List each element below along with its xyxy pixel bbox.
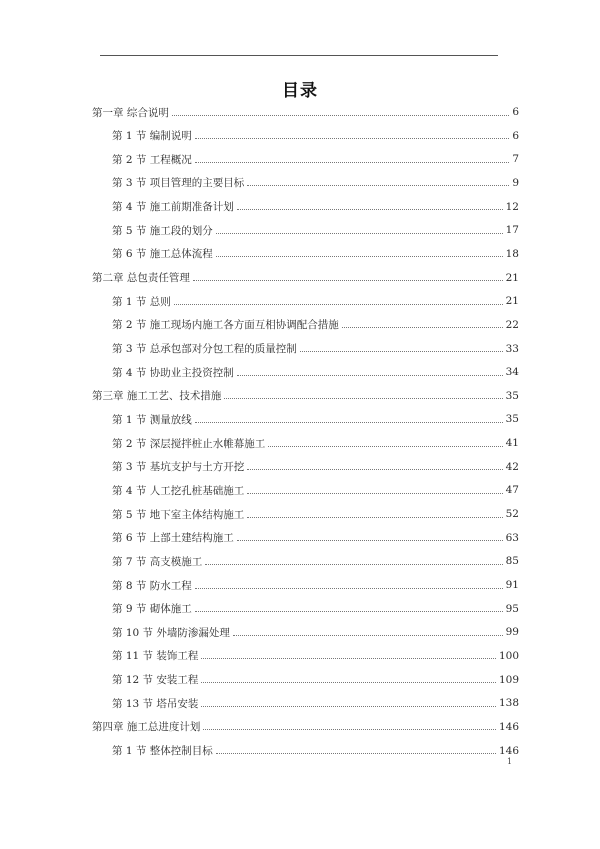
toc-chapter-entry[interactable] — [92, 270, 519, 286]
dot-leader — [203, 729, 496, 730]
dot-leader — [195, 162, 510, 163]
dot-leader — [268, 446, 502, 447]
toc-section-entry[interactable] — [112, 459, 519, 475]
dot-leader — [216, 753, 496, 754]
toc-entry-page-number: 22 — [505, 318, 519, 331]
toc-entry-page-number: 41 — [505, 437, 519, 450]
toc-entry-page-number: 12 — [505, 200, 519, 213]
toc-entry-page-number: 42 — [505, 460, 519, 473]
toc-entry-page-number: 21 — [505, 295, 519, 308]
toc-section-entry[interactable] — [112, 506, 519, 522]
toc-entry-label: 第 3 节 基坑支护与土方开挖 — [112, 461, 245, 474]
toc-section-entry[interactable] — [112, 577, 519, 593]
toc-entry-label: 第 11 节 装饰工程 — [112, 650, 199, 663]
toc-entry-label: 第 1 节 编制说明 — [112, 130, 192, 143]
dot-leader — [201, 658, 496, 659]
dot-leader — [237, 540, 503, 541]
toc-entry-label: 第 2 节 施工现场内施工各方面互相协调配合措施 — [112, 319, 339, 332]
toc-entry-page-number: 146 — [498, 744, 519, 757]
dot-leader — [237, 209, 503, 210]
toc-entry-label: 第 2 节 工程概况 — [112, 153, 192, 166]
dot-leader — [247, 493, 502, 494]
toc-entry-label: 第四章 施工总进度计划 — [92, 721, 201, 734]
toc-section-entry[interactable] — [112, 435, 519, 451]
toc-entry-label: 第 7 节 高支模施工 — [112, 555, 203, 568]
toc-section-entry[interactable] — [112, 672, 519, 688]
dot-leader — [201, 682, 496, 683]
toc-section-entry[interactable] — [112, 695, 519, 711]
toc-chapter-entry[interactable] — [92, 104, 519, 120]
dot-leader — [237, 375, 503, 376]
dot-leader — [205, 564, 502, 565]
toc-entry-page-number: 95 — [505, 602, 519, 615]
toc-entry-label: 第一章 综合说明 — [92, 106, 169, 119]
toc-entry-label: 第三章 施工工艺、技术措施 — [92, 390, 222, 403]
toc-entry-page-number: 7 — [512, 153, 519, 166]
toc-entry-label: 第 3 节 项目管理的主要目标 — [112, 177, 245, 190]
dot-leader — [174, 304, 503, 305]
toc-chapter-entry[interactable] — [92, 388, 519, 404]
toc-entry-page-number: 146 — [498, 720, 519, 733]
toc-entry-label: 第 8 节 防水工程 — [112, 579, 192, 592]
toc-section-entry[interactable] — [112, 293, 519, 309]
dot-leader — [300, 351, 503, 352]
toc-entry-label: 第 3 节 总承包部对分包工程的质量控制 — [112, 343, 297, 355]
toc-entry-label: 第 6 节 施工总体流程 — [112, 248, 213, 261]
dot-leader — [195, 588, 503, 589]
toc-section-entry[interactable] — [112, 364, 519, 380]
toc-entry-label: 第 1 节 测量放线 — [112, 413, 192, 426]
toc-section-entry[interactable] — [112, 317, 519, 333]
toc-section-entry[interactable] — [112, 175, 519, 191]
dot-leader — [233, 635, 503, 636]
dot-leader — [247, 185, 509, 186]
toc-section-entry[interactable] — [112, 482, 519, 498]
toc-entry-label: 第 4 节 施工前期准备计划 — [112, 201, 234, 214]
toc-entry-page-number: 6 — [512, 106, 519, 118]
toc-entry-page-number: 21 — [505, 271, 519, 284]
toc-section-entry[interactable] — [112, 624, 519, 640]
toc-entry-label: 第 4 节 协助业主投资控制 — [112, 366, 234, 379]
toc-entry-page-number: 17 — [505, 224, 519, 237]
toc-entry-label: 第 6 节 上部土建结构施工 — [112, 532, 234, 545]
dot-leader — [195, 138, 510, 139]
dot-leader — [195, 611, 503, 612]
header-rule — [100, 55, 498, 56]
toc-section-entry[interactable] — [112, 530, 519, 546]
toc-entry-page-number: 100 — [498, 649, 519, 662]
toc-section-entry[interactable] — [112, 743, 519, 759]
toc-entry-label: 第 9 节 砌体施工 — [112, 603, 192, 616]
toc-entry-label: 第 13 节 塔吊安装 — [112, 697, 199, 710]
toc-entry-page-number: 9 — [512, 176, 519, 189]
toc-entry-page-number: 63 — [505, 531, 519, 544]
toc-entry-page-number: 18 — [505, 247, 519, 260]
toc-section-entry[interactable] — [112, 648, 519, 664]
toc-entry-page-number: 47 — [505, 484, 519, 497]
toc-section-entry[interactable] — [112, 553, 519, 569]
dot-leader — [172, 115, 509, 116]
toc-entry-label: 第 12 节 安装工程 — [112, 674, 199, 687]
toc-section-entry[interactable] — [112, 601, 519, 617]
toc-entry-page-number: 52 — [505, 508, 519, 521]
dot-leader — [247, 469, 502, 470]
toc-entry-page-number: 35 — [505, 389, 519, 402]
dot-leader — [195, 422, 503, 423]
dot-leader — [216, 233, 503, 234]
toc-entry-label: 第 5 节 地下室主体结构施工 — [112, 508, 245, 521]
toc-entry-page-number: 99 — [505, 626, 519, 639]
toc-entry-page-number: 34 — [505, 366, 519, 379]
toc-chapter-entry[interactable] — [92, 719, 519, 735]
toc-entry-page-number: 85 — [505, 555, 519, 568]
toc-entry-label: 第 2 节 深层搅拌桩止水帷幕施工 — [112, 437, 266, 450]
dot-leader — [216, 256, 503, 257]
dot-leader — [247, 517, 502, 518]
toc-entry-page-number: 109 — [498, 673, 519, 686]
toc-entry-label: 第 1 节 整体控制目标 — [112, 745, 213, 758]
dot-leader — [224, 398, 502, 399]
toc-section-entry[interactable] — [112, 199, 519, 215]
page-title: 目录 — [282, 81, 318, 101]
toc-section-entry[interactable] — [112, 128, 519, 144]
dot-leader — [201, 706, 496, 707]
toc-entry-label: 第 10 节 外墙防渗漏处理 — [112, 626, 230, 639]
toc-entry-page-number: 138 — [498, 697, 519, 710]
toc-section-entry[interactable] — [112, 341, 519, 357]
toc-entry-label: 第 1 节 总则 — [112, 295, 171, 308]
toc-entry-page-number: 91 — [505, 579, 519, 591]
toc-section-entry[interactable] — [112, 246, 519, 262]
toc-section-entry[interactable] — [112, 151, 519, 167]
toc-entry-label: 第 4 节 人工挖孔桩基础施工 — [112, 484, 245, 497]
dot-leader — [193, 280, 503, 281]
page-number: 1 — [507, 757, 513, 766]
toc-section-entry[interactable] — [112, 411, 519, 427]
dot-leader — [342, 327, 503, 328]
toc-entry-page-number: 6 — [512, 129, 519, 142]
toc-entry-page-number: 33 — [505, 342, 519, 355]
toc-section-entry[interactable] — [112, 222, 519, 238]
toc-entry-page-number: 35 — [505, 413, 519, 426]
toc-entry-label: 第二章 总包责任管理 — [92, 272, 190, 285]
toc-entry-label: 第 5 节 施工段的划分 — [112, 224, 213, 237]
